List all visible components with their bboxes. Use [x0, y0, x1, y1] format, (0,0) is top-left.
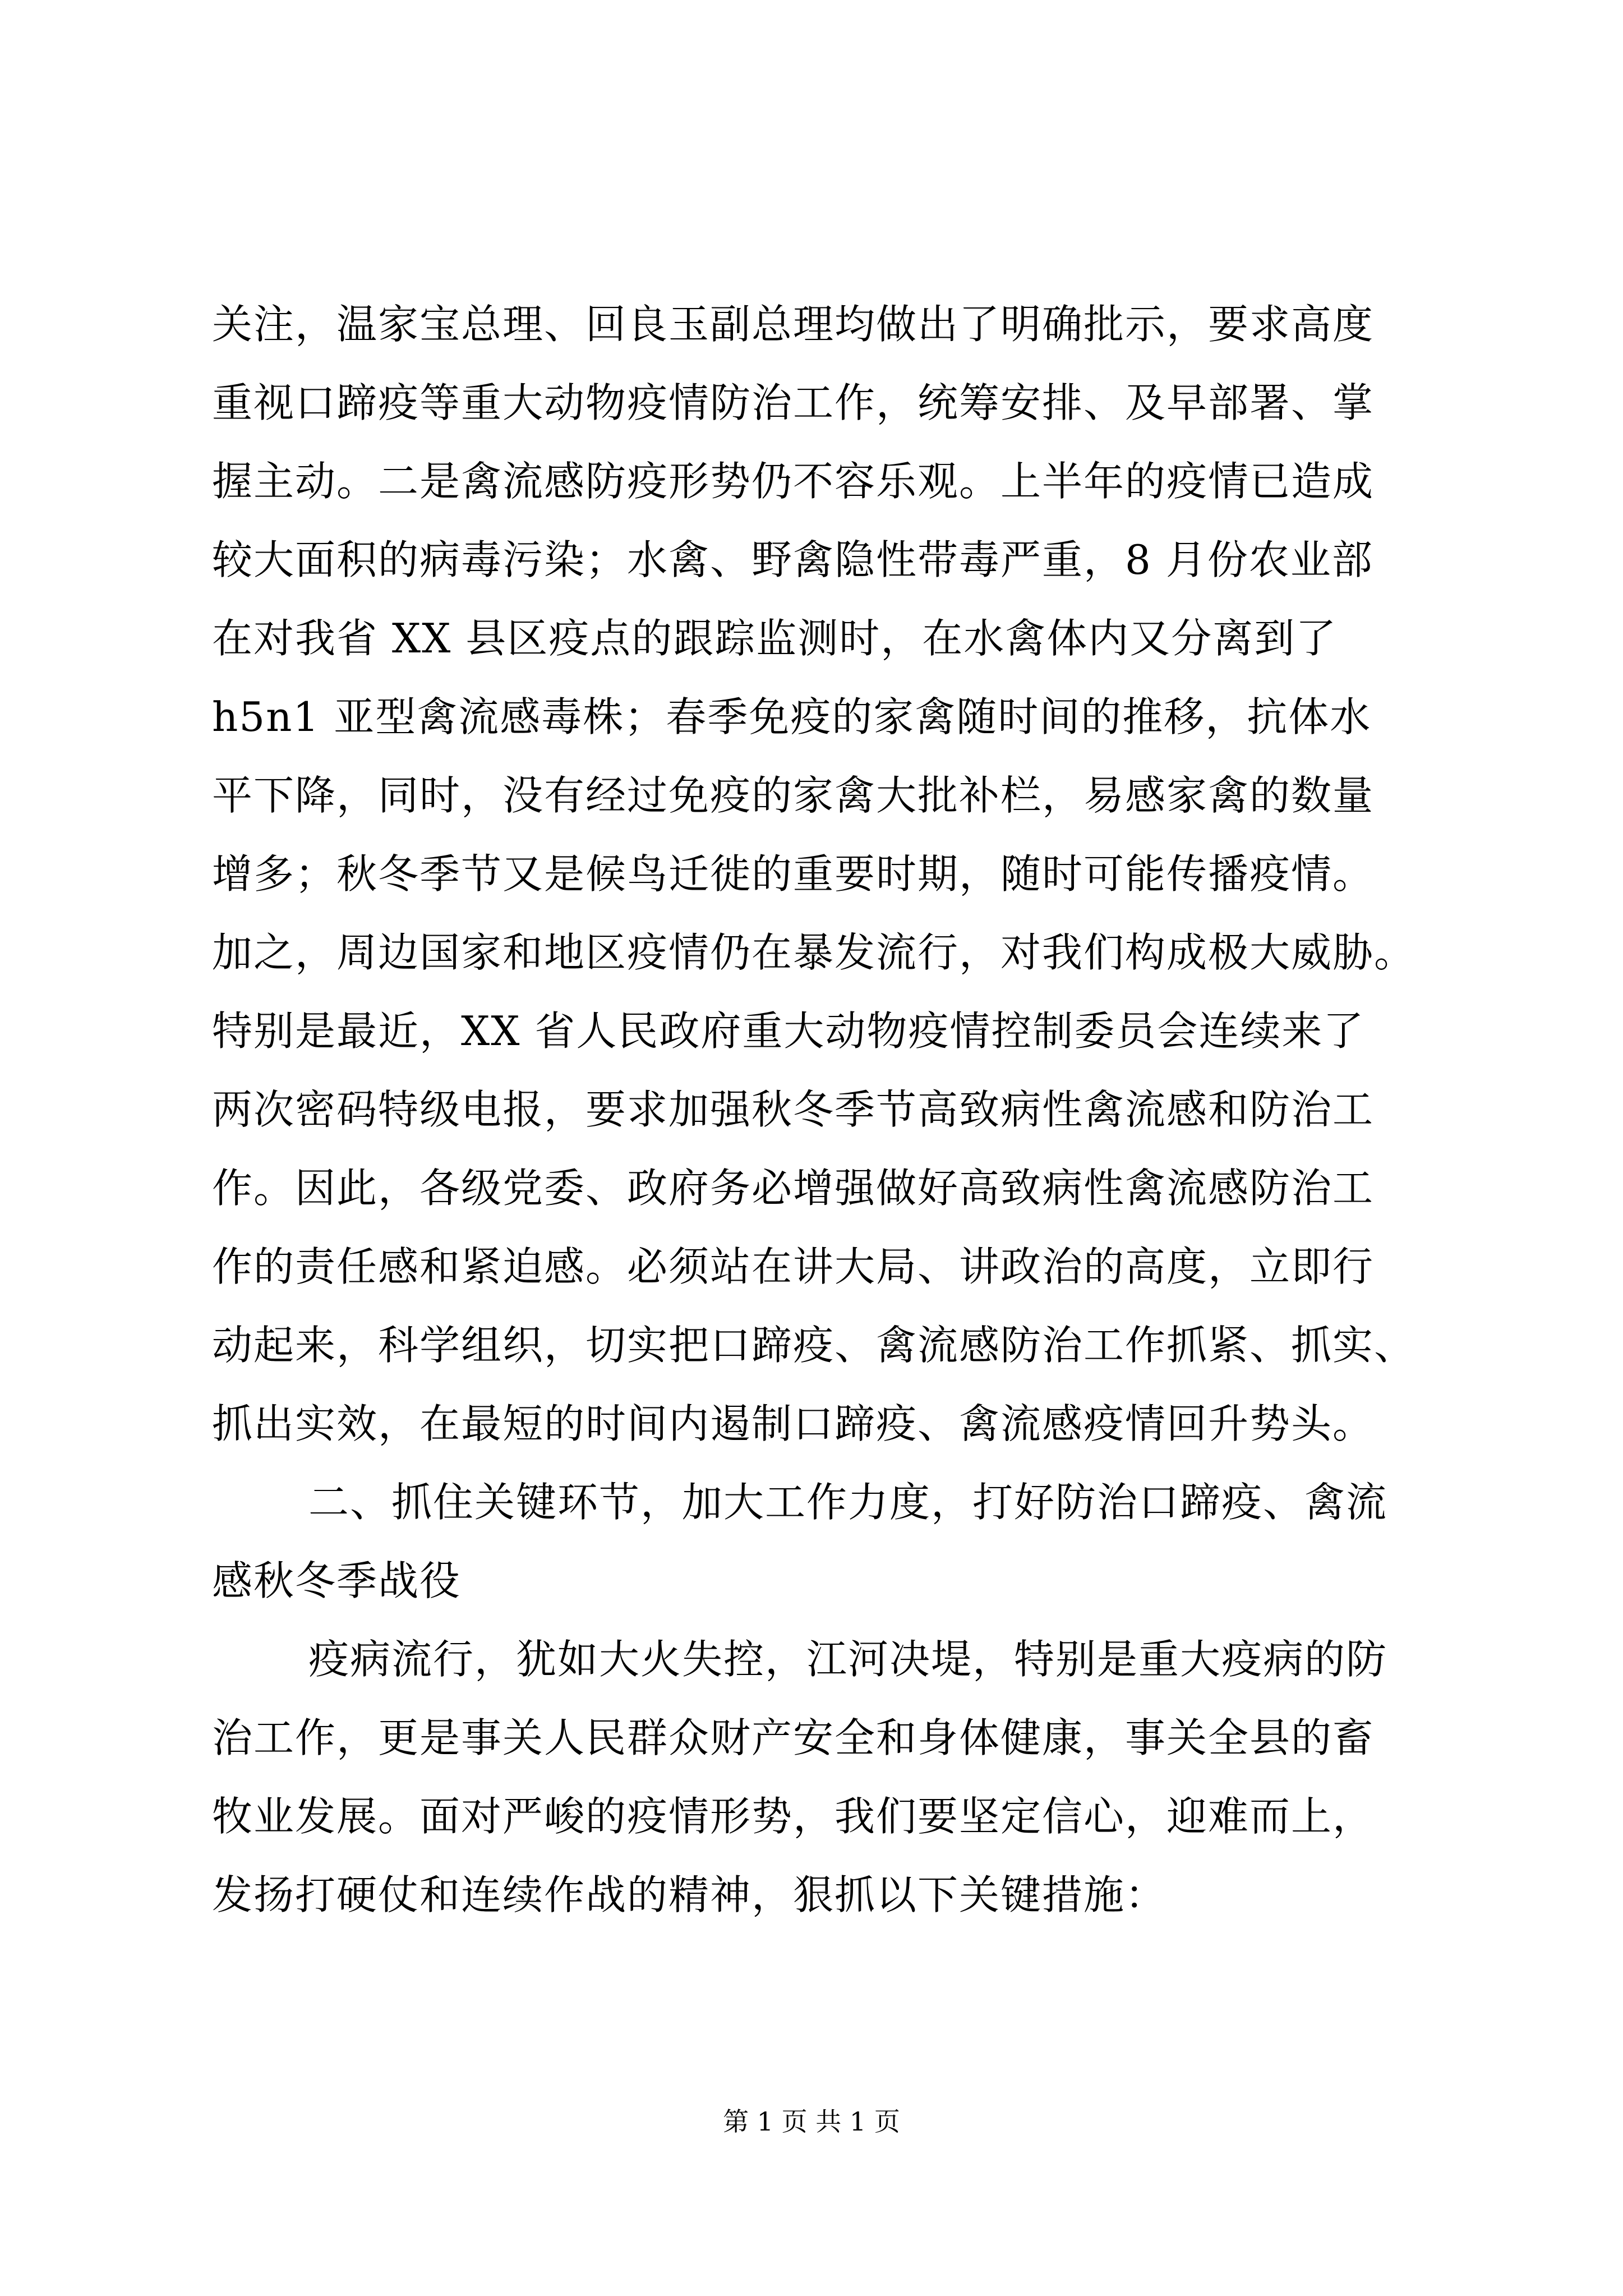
section-heading-line: 二、抓住关键环节，加大工作力度，打好防治口蹄疫、禽流 — [308, 1479, 1388, 1526]
text-line: 两次密码特级电报，要求加强秋冬季节高致病性禽流感和防治工 — [212, 1086, 1375, 1133]
text-line: 重视口蹄疫等重大动物疫情防治工作，统筹安排、及早部署、掌 — [212, 379, 1375, 426]
text-line: 在对我省 XX 县区疫点的跟踪监测时，在水禽体内又分离到了 — [212, 615, 1338, 662]
text-line: 平下降，同时，没有经过免疫的家禽大批补栏，易感家禽的数量 — [212, 772, 1375, 819]
text-line: 牧业发展。面对严峻的疫情形势，我们要坚定信心，迎难而上， — [212, 1793, 1375, 1840]
text-line: 较大面积的病毒污染；水禽、野禽隐性带毒严重，8 月份农业部 — [212, 536, 1373, 583]
page-number-footer: 第 1 页 共 1 页 — [723, 2106, 900, 2137]
text-line: 作的责任感和紧迫感。必须站在讲大局、讲政治的高度，立即行 — [212, 1243, 1375, 1290]
paragraph-first-line: 疫病流行，犹如大火失控，江河决堤，特别是重大疫病的防 — [308, 1636, 1388, 1683]
text-line: 发扬打硬仗和连续作战的精神，狠抓以下关键措施： — [212, 1871, 1167, 1918]
text-line: 抓出实效，在最短的时间内遏制口蹄疫、禽流感疫情回升势头。 — [212, 1400, 1375, 1447]
document-body — [212, 285, 1418, 1934]
text-line: 增多；秋冬季节又是候鸟迁徙的重要时期，随时可能传播疫情。 — [212, 850, 1375, 898]
text-line: 治工作，更是事关人民群众财产安全和身体健康，事关全县的畜 — [212, 1714, 1375, 1761]
text-line: 加之，周边国家和地区疫情仍在暴发流行，对我们构成极大威胁。 — [212, 929, 1416, 976]
section-heading-line: 感秋冬季战役 — [212, 1557, 462, 1604]
text-line: 特别是最近，XX 省人民政府重大动物疫情控制委员会连续来了 — [212, 1007, 1365, 1055]
text-line: 动起来，科学组织，切实把口蹄疫、禽流感防治工作抓紧、抓实、 — [212, 1322, 1416, 1369]
text-line: 握主动。二是禽流感防疫形势仍不容乐观。上半年的疫情已造成 — [212, 458, 1375, 505]
text-line: 作。因此，各级党委、政府务必增强做好高致病性禽流感防治工 — [212, 1165, 1375, 1212]
text-line: 关注，温家宝总理、回良玉副总理均做出了明确批示，要求高度 — [212, 301, 1375, 348]
text-line: h5n1 亚型禽流感毒株；春季免疫的家禽随时间的推移，抗体水 — [212, 693, 1372, 740]
